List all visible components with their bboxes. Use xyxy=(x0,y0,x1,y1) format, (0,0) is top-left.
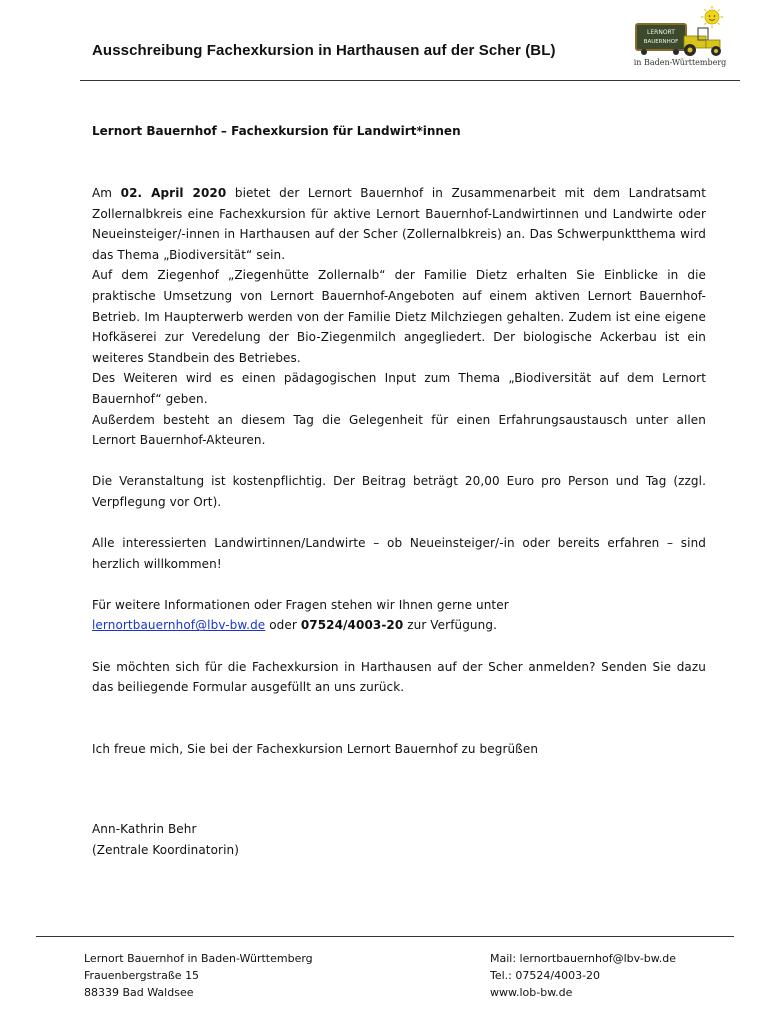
paragraph-register: Sie möchten sich für die Fachexkursion in Harthausen auf der Scher anmelden? Senden Sie dazu das beiliegende Formular ausgefüllt an uns zurück. xyxy=(92,659,706,695)
signature-name: Ann-Kathrin Behr xyxy=(92,822,197,837)
footer-mail: Mail: lernortbauernhof@lbv-bw.de xyxy=(490,952,677,965)
footer-web: www.lob-bw.de xyxy=(490,986,573,999)
letter-subject: Lernort Bauernhof – Fachexkursion für Landwirt*innen xyxy=(92,124,461,138)
header-divider xyxy=(80,80,740,81)
paragraph-closing: Ich freue mich, Sie bei der Fachexkursion Lernort Bauernhof zu begrüßen xyxy=(92,741,539,756)
footer-divider xyxy=(36,936,734,937)
paragraph-exchange: Außerdem besteht an diesem Tag die Gelegenheit für einen Erfahrungsaustausch unter allen Lernort Bauernhof-Akteuren. xyxy=(92,412,706,448)
letter-body xyxy=(92,183,706,861)
paragraph-welcome: Alle interessierten Landwirtinnen/Landwirte – ob Neueinsteiger/-in oder bereits erfahren – sind herzlich willkommen! xyxy=(92,536,706,571)
footer-org: Lernort Bauernhof in Baden-Württemberg xyxy=(84,952,313,965)
logo-board-line2: BAUERNHOF xyxy=(643,39,679,45)
phone-number: 07524/4003-20 xyxy=(300,618,404,633)
logo-caption: in Baden-Württemberg xyxy=(633,58,727,67)
header-title: Ausschreibung Fachexkursion in Harthausen auf der Scher (BL) xyxy=(92,42,556,59)
footer-contact xyxy=(490,950,676,1001)
sun-icon xyxy=(701,6,723,28)
footer-address xyxy=(84,950,313,1001)
signature-role: (Zentrale Koordinatorin) xyxy=(92,843,240,858)
paragraph-input: Des Weiteren wird es einen pädagogischen Input zum Thema „Biodiversität auf dem Lernort Bauernhof“ geben. xyxy=(92,371,706,406)
paragraph-cost: Die Veranstaltung ist kostenpflichtig. Der Beitrag beträgt 20,00 Euro pro Person und Tag (zzgl. Verpflegung vor Ort). xyxy=(92,474,706,509)
event-date: 02. April 2020 xyxy=(120,186,227,200)
intro-lead: Am xyxy=(92,186,121,200)
footer-city: 88339 Bad Waldsee xyxy=(84,986,194,999)
email-link[interactable]: lernortbauernhof@lbv-bw.de xyxy=(92,618,266,633)
contact-or: oder xyxy=(265,618,301,633)
paragraph-contact xyxy=(92,595,706,636)
contact-lead: Für weitere Informationen oder Fragen stehen wir Ihnen gerne unter xyxy=(92,597,509,612)
paragraph-farm: Auf dem Ziegenhof „Ziegenhütte Zollernalb“ der Familie Dietz erhalten Sie Einblicke in die praktische Umsetzung von Lernort Bauernhof-Angeboten auf einem aktiven Lernort Bauernhof-Betrieb. Im Haupterwerb werden von der Familie Dietz Milchziegen gehalten. Zudem ist eine eigene Hofkäserei zur Veredelung der Bio-Ziegenmilch angegliedert. Der biologische Ackerbau ist ein weiteres Standbein des Betriebes. xyxy=(92,268,706,365)
footer-street: Frauenbergstraße 15 xyxy=(84,969,200,982)
chalkboard-icon xyxy=(636,24,686,50)
paragraph-intro xyxy=(92,183,706,265)
footer-tel: Tel.: 07524/4003-20 xyxy=(490,969,601,982)
contact-tail: zur Verfügung. xyxy=(403,618,497,633)
intro-text: bietet der Lernort Bauernhof in Zusammenarbeit mit dem Landratsamt Zollernalbkreis eine Fachexkursion für aktive Lernort Bauernhof-Landwirtinnen und Landwirte oder Neueinsteiger/-innen in Harthausen auf der Scher (Zollernalbkreis) an. Das Schwerpunktthema wird das Thema „Biodiversität“ sein. xyxy=(92,186,706,262)
logo-board-line1: LERNORT xyxy=(647,29,675,36)
